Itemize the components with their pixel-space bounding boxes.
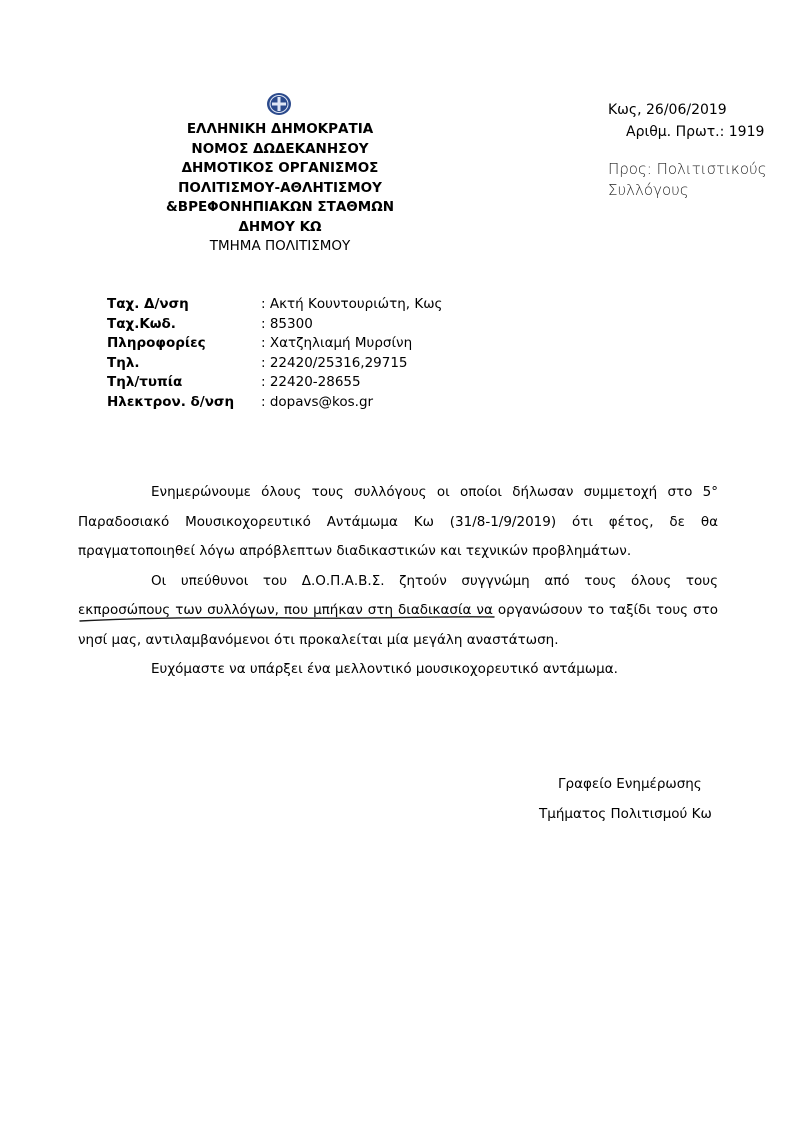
header-line: ΔΗΜΟΥ ΚΩ — [238, 218, 322, 235]
contact-value: : 22420/25316,29715 — [261, 354, 408, 371]
body-paragraph: Ευχόμαστε να υπάρξει ένα μελλοντικό μουσικοχορευτικό αντάμωμα. — [151, 661, 618, 677]
contact-row — [107, 334, 442, 354]
recipient-line: Προς: Πολιτιστικούς — [608, 160, 767, 178]
handwritten-underline — [78, 612, 498, 628]
contact-info — [107, 295, 442, 413]
issuer-header — [150, 120, 410, 257]
header-line: ΕΛΛΗΝΙΚΗ ΔΗΜΟΚΡΑΤΙΑ — [186, 121, 374, 137]
document-meta — [580, 99, 780, 143]
body-paragraph: Ενημερώνουμε όλους τους συλλόγους οι οποίοι δήλωσαν συμμετοχή στο 5° Παραδοσιακό Μουσικοχορευτικό Αντάμωμα Κω (31/8-1/9/2019) ότι φέτος, δε θα πραγματοποιηθεί λόγω απρόβλεπτων διαδικαστικών και τεχνικών προβλημάτων. — [78, 484, 718, 559]
recipient-line: Συλλόγους — [608, 181, 689, 199]
contact-label: Τηλ. — [107, 354, 140, 371]
contact-label: Ταχ. Δ/νση — [107, 296, 189, 312]
signature-line: Γραφείο Ενημέρωσης — [558, 776, 702, 792]
signature-block — [520, 770, 740, 829]
body-paragraph: Οι υπεύθυνοι του Δ.Ο.Π.Α.Β.Σ. ζητούν συγγνώμη από τους όλους τους εκπροσώπους των συλλόγων, που μπήκαν στη διαδικασία να οργανώσουν το ταξίδι τους στο νησί μας, αντιλαμβανόμενοι ότι προκαλείται μία μεγάλη αναστάτωση. — [78, 572, 718, 648]
contact-row — [107, 354, 442, 374]
contact-email[interactable]: : dopavs@kos.gr — [261, 393, 374, 410]
contact-label: Ταχ.Κωδ. — [107, 315, 176, 332]
contact-label: Πληροφορίες — [107, 335, 206, 352]
contact-row — [107, 315, 442, 335]
header-line: ΠΟΛΙΤΙΣΜΟΥ-ΑΘΛΗΤΙΣΜΟΥ — [178, 179, 382, 196]
contact-value: : Χατζηλιαμή Μυρσίνη — [261, 335, 413, 352]
signature-line: Τμήματος Πολιτισμού Κω — [539, 805, 712, 822]
contact-value: : Ακτή Κουντουριώτη, Κως — [261, 296, 443, 312]
recipient — [608, 159, 778, 201]
document-date: Κως, 26/06/2019 — [608, 102, 727, 118]
protocol-number: Αριθμ. Πρωτ.: 1919 — [626, 124, 765, 140]
contact-label: Τηλ/τυπία — [107, 374, 183, 391]
contact-value: : 85300 — [261, 315, 313, 332]
contact-row — [107, 295, 442, 315]
contact-value: : 22420-28655 — [261, 374, 361, 391]
header-line: &ΒΡΕΦΟΝΗΠΙΑΚΩΝ ΣΤΑΘΜΩΝ — [166, 199, 394, 215]
contact-row — [107, 373, 442, 393]
letter-body — [78, 478, 718, 685]
department-name: ΤΜΗΜΑ ΠΟΛΙΤΙΣΜΟΥ — [209, 238, 351, 254]
greek-emblem-icon — [266, 92, 292, 116]
contact-label: Ηλεκτρον. δ/νση — [107, 393, 235, 410]
header-line: ΔΗΜΟΤΙΚΟΣ ΟΡΓΑΝΙΣΜΟΣ — [181, 160, 379, 176]
contact-row — [107, 393, 442, 413]
header-line: ΝΟΜΟΣ ΔΩΔΕΚΑΝΗΣΟΥ — [191, 140, 369, 157]
